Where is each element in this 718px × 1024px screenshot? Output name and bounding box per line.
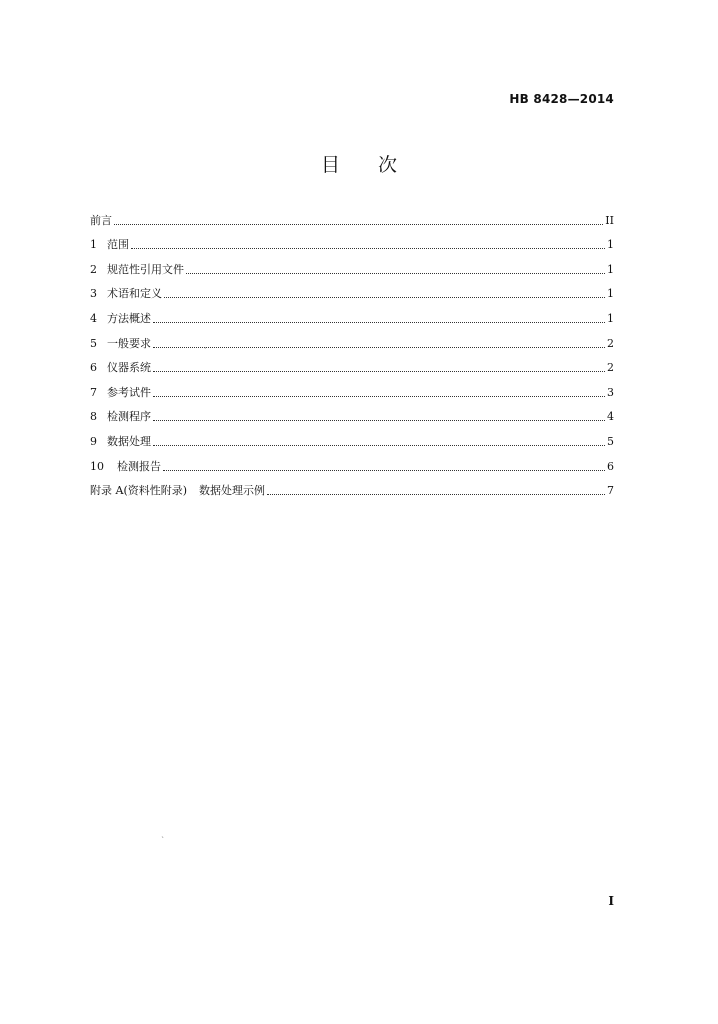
toc-entry-label: 一般要求 [107, 336, 151, 350]
leader-dots [163, 470, 605, 471]
leader-dots [153, 396, 605, 397]
toc-entry-page: 6 [607, 459, 614, 473]
toc-entry-number: 2 [90, 262, 97, 276]
toc-title [0, 150, 718, 177]
toc-entry-page: 4 [607, 410, 614, 424]
toc-entry-label: 方法概述 [107, 311, 151, 325]
standard-code: HB 8428—2014 [509, 92, 614, 106]
leader-dots [153, 322, 605, 323]
toc-entry-page: 1 [607, 262, 614, 276]
leader-dots [153, 420, 605, 421]
toc-entry-number: 5 [90, 336, 97, 350]
toc-entry-label: 范围 [107, 238, 129, 252]
toc-title-right: 次 [378, 154, 398, 176]
toc-entry-label: 检测报告 [117, 459, 161, 473]
leader-dots [114, 224, 603, 225]
toc-entry-number: 4 [90, 311, 97, 325]
scan-speck: ` [161, 836, 165, 845]
toc-entry-number: 3 [90, 287, 97, 301]
toc-entry-page: 2 [607, 361, 614, 375]
toc-entry-general-requirements[interactable] [90, 327, 614, 352]
leader-dots [131, 248, 605, 249]
leader-dots [164, 297, 605, 298]
appendix-title: 数据处理示例 [199, 484, 266, 498]
toc-entry-number: 10 [90, 459, 104, 473]
toc-title-left: 目 [320, 154, 340, 176]
scan-speck: · [204, 344, 207, 353]
page-number: I [608, 894, 614, 908]
toc-entry-page: 7 [607, 484, 614, 498]
toc-entry-label: 仪器系统 [107, 361, 151, 375]
toc-entry-page: 1 [607, 311, 614, 325]
toc-entry-instrument-system[interactable] [90, 352, 614, 377]
toc-entry-reference-specimen[interactable] [90, 376, 614, 401]
toc-entry-page: 1 [607, 238, 614, 252]
toc-entry-page: 3 [607, 385, 614, 399]
toc-entry-terms-definitions[interactable] [90, 278, 614, 303]
toc-entry-data-processing[interactable] [90, 425, 614, 450]
toc-entry-test-procedure[interactable] [90, 401, 614, 426]
toc-entry-page: 2 [607, 336, 614, 350]
leader-dots [186, 273, 605, 274]
toc-entry-number: 6 [90, 361, 97, 375]
toc-entry-label: 数据处理 [107, 434, 151, 448]
toc-entry-number: 1 [90, 238, 97, 252]
leader-dots [153, 445, 605, 446]
toc-entry-test-report[interactable] [90, 450, 614, 475]
toc-entry-page: II [605, 213, 614, 227]
toc-entry-label: 前言 [90, 213, 112, 227]
toc-entry-foreword[interactable] [90, 204, 614, 229]
toc-entry-label: 参考试件 [107, 385, 151, 399]
appendix-prefix: 附录 A(资料性附录) [90, 484, 188, 498]
toc-entry-scope[interactable] [90, 229, 614, 254]
table-of-contents [90, 204, 614, 499]
toc-entry-page: 5 [607, 434, 614, 448]
toc-entry-method-overview[interactable] [90, 302, 614, 327]
toc-entry-number: 8 [90, 410, 97, 424]
toc-entry-label: 术语和定义 [107, 287, 162, 301]
toc-entry-number: 9 [90, 434, 97, 448]
leader-dots [267, 494, 605, 495]
toc-entry-number: 7 [90, 385, 97, 399]
toc-entry-normative-references[interactable] [90, 253, 614, 278]
toc-entry-label [90, 483, 265, 499]
leader-dots [153, 347, 605, 348]
toc-entry-label: 规范性引用文件 [107, 262, 184, 276]
toc-entry-label: 检测程序 [107, 410, 151, 424]
leader-dots [153, 371, 605, 372]
toc-entry-appendix-a[interactable] [90, 475, 614, 500]
toc-entry-page: 1 [607, 287, 614, 301]
